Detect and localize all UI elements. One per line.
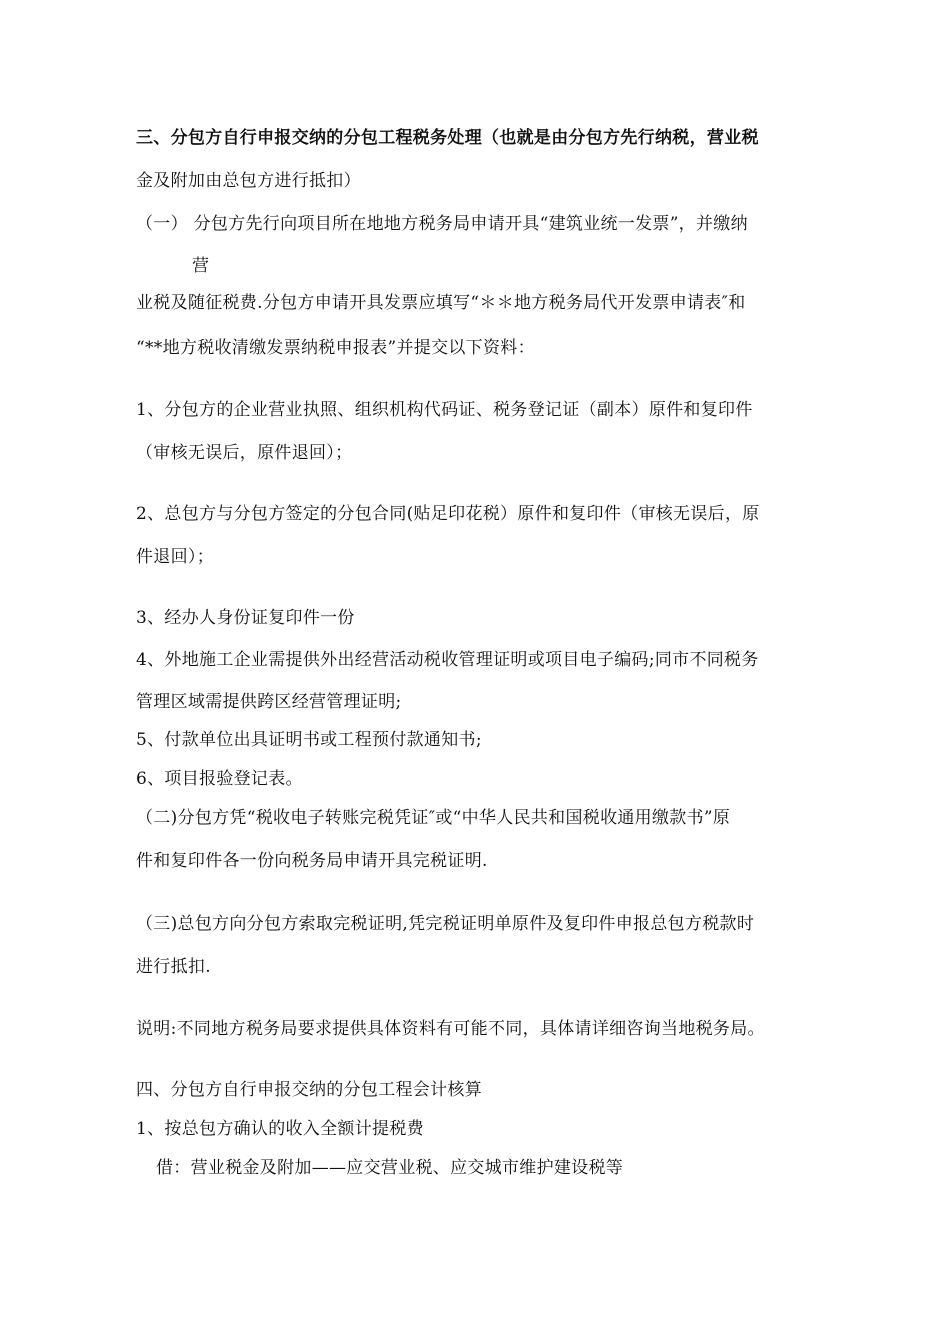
list-item-6: 6、项目报验登记表。 — [136, 769, 303, 789]
section-three-title-line2: 金及附加由总包方进行抵扣） — [136, 171, 361, 191]
list-item-1-line1: 1、分包方的企业营业执照、组织机构代码证、税务登记证（副本）原件和复印件 — [136, 400, 753, 420]
subsection-one-line2: 营 — [192, 256, 210, 276]
accounting-entry-debit: 借：营业税金及附加——应交营业税、应交城市维护建设税等 — [156, 1158, 624, 1178]
list-item-4-line2: 管理区域需提供跨区经营管理证明; — [136, 692, 402, 712]
list-item-1-line2: （审核无误后，原件退回）； — [136, 443, 353, 463]
list-item-5: 5、付款单位出具证明书或工程预付款通知书; — [136, 730, 482, 750]
note-paragraph: 说明:不同地方税务局要求提供具体资料有可能不同，具体请详细咨询当地税务局。 — [136, 1019, 765, 1039]
subsection-one-line3: 业税及随征税费.分包方申请开具发票应填写“＊＊地方税务局代开发票申请表″和 — [136, 293, 746, 313]
subsection-one-line4: “**地方税收清缴发票纳税申报表”并提交以下资料： — [136, 338, 535, 358]
subsection-one-line1: （一） 分包方先行向项目所在地地方税务局申请开具“建筑业统一发票”，并缴纳 — [136, 214, 748, 234]
list-item-4-line1: 4、外地施工企业需提供外出经营活动税收管理证明或项目电子编码;同市不同税务 — [136, 650, 759, 670]
subsection-three-line2: 进行抵扣. — [136, 957, 211, 977]
section-four-item-1: 1、按总包方确认的收入全额计提税费 — [136, 1119, 424, 1139]
subsection-two-line1: （二)分包方凭“税收电子转账完税凭证″或“中华人民共和国税收通用缴款书”原 — [136, 808, 731, 828]
subsection-three-line1: （三)总包方向分包方索取完税证明,凭完税证明单原件及复印件申报总包方税款时 — [136, 914, 755, 934]
list-item-3: 3、经办人身份证复印件一份 — [136, 608, 355, 628]
subsection-two-line2: 件和复印件各一份向税务局申请开具完税证明. — [136, 851, 488, 871]
list-item-2-line1: 2、总包方与分包方签定的分包合同(贴足印花税）原件和复印件（审核无误后，原 — [136, 504, 760, 524]
section-three-title-line1: 三、分包方自行申报交纳的分包工程税务处理（也就是由分包方先行纳税，营业税 — [136, 128, 759, 148]
list-item-2-line2: 件退回）； — [136, 547, 214, 567]
section-four-title: 四、分包方自行申报交纳的分包工程会计核算 — [136, 1080, 482, 1100]
